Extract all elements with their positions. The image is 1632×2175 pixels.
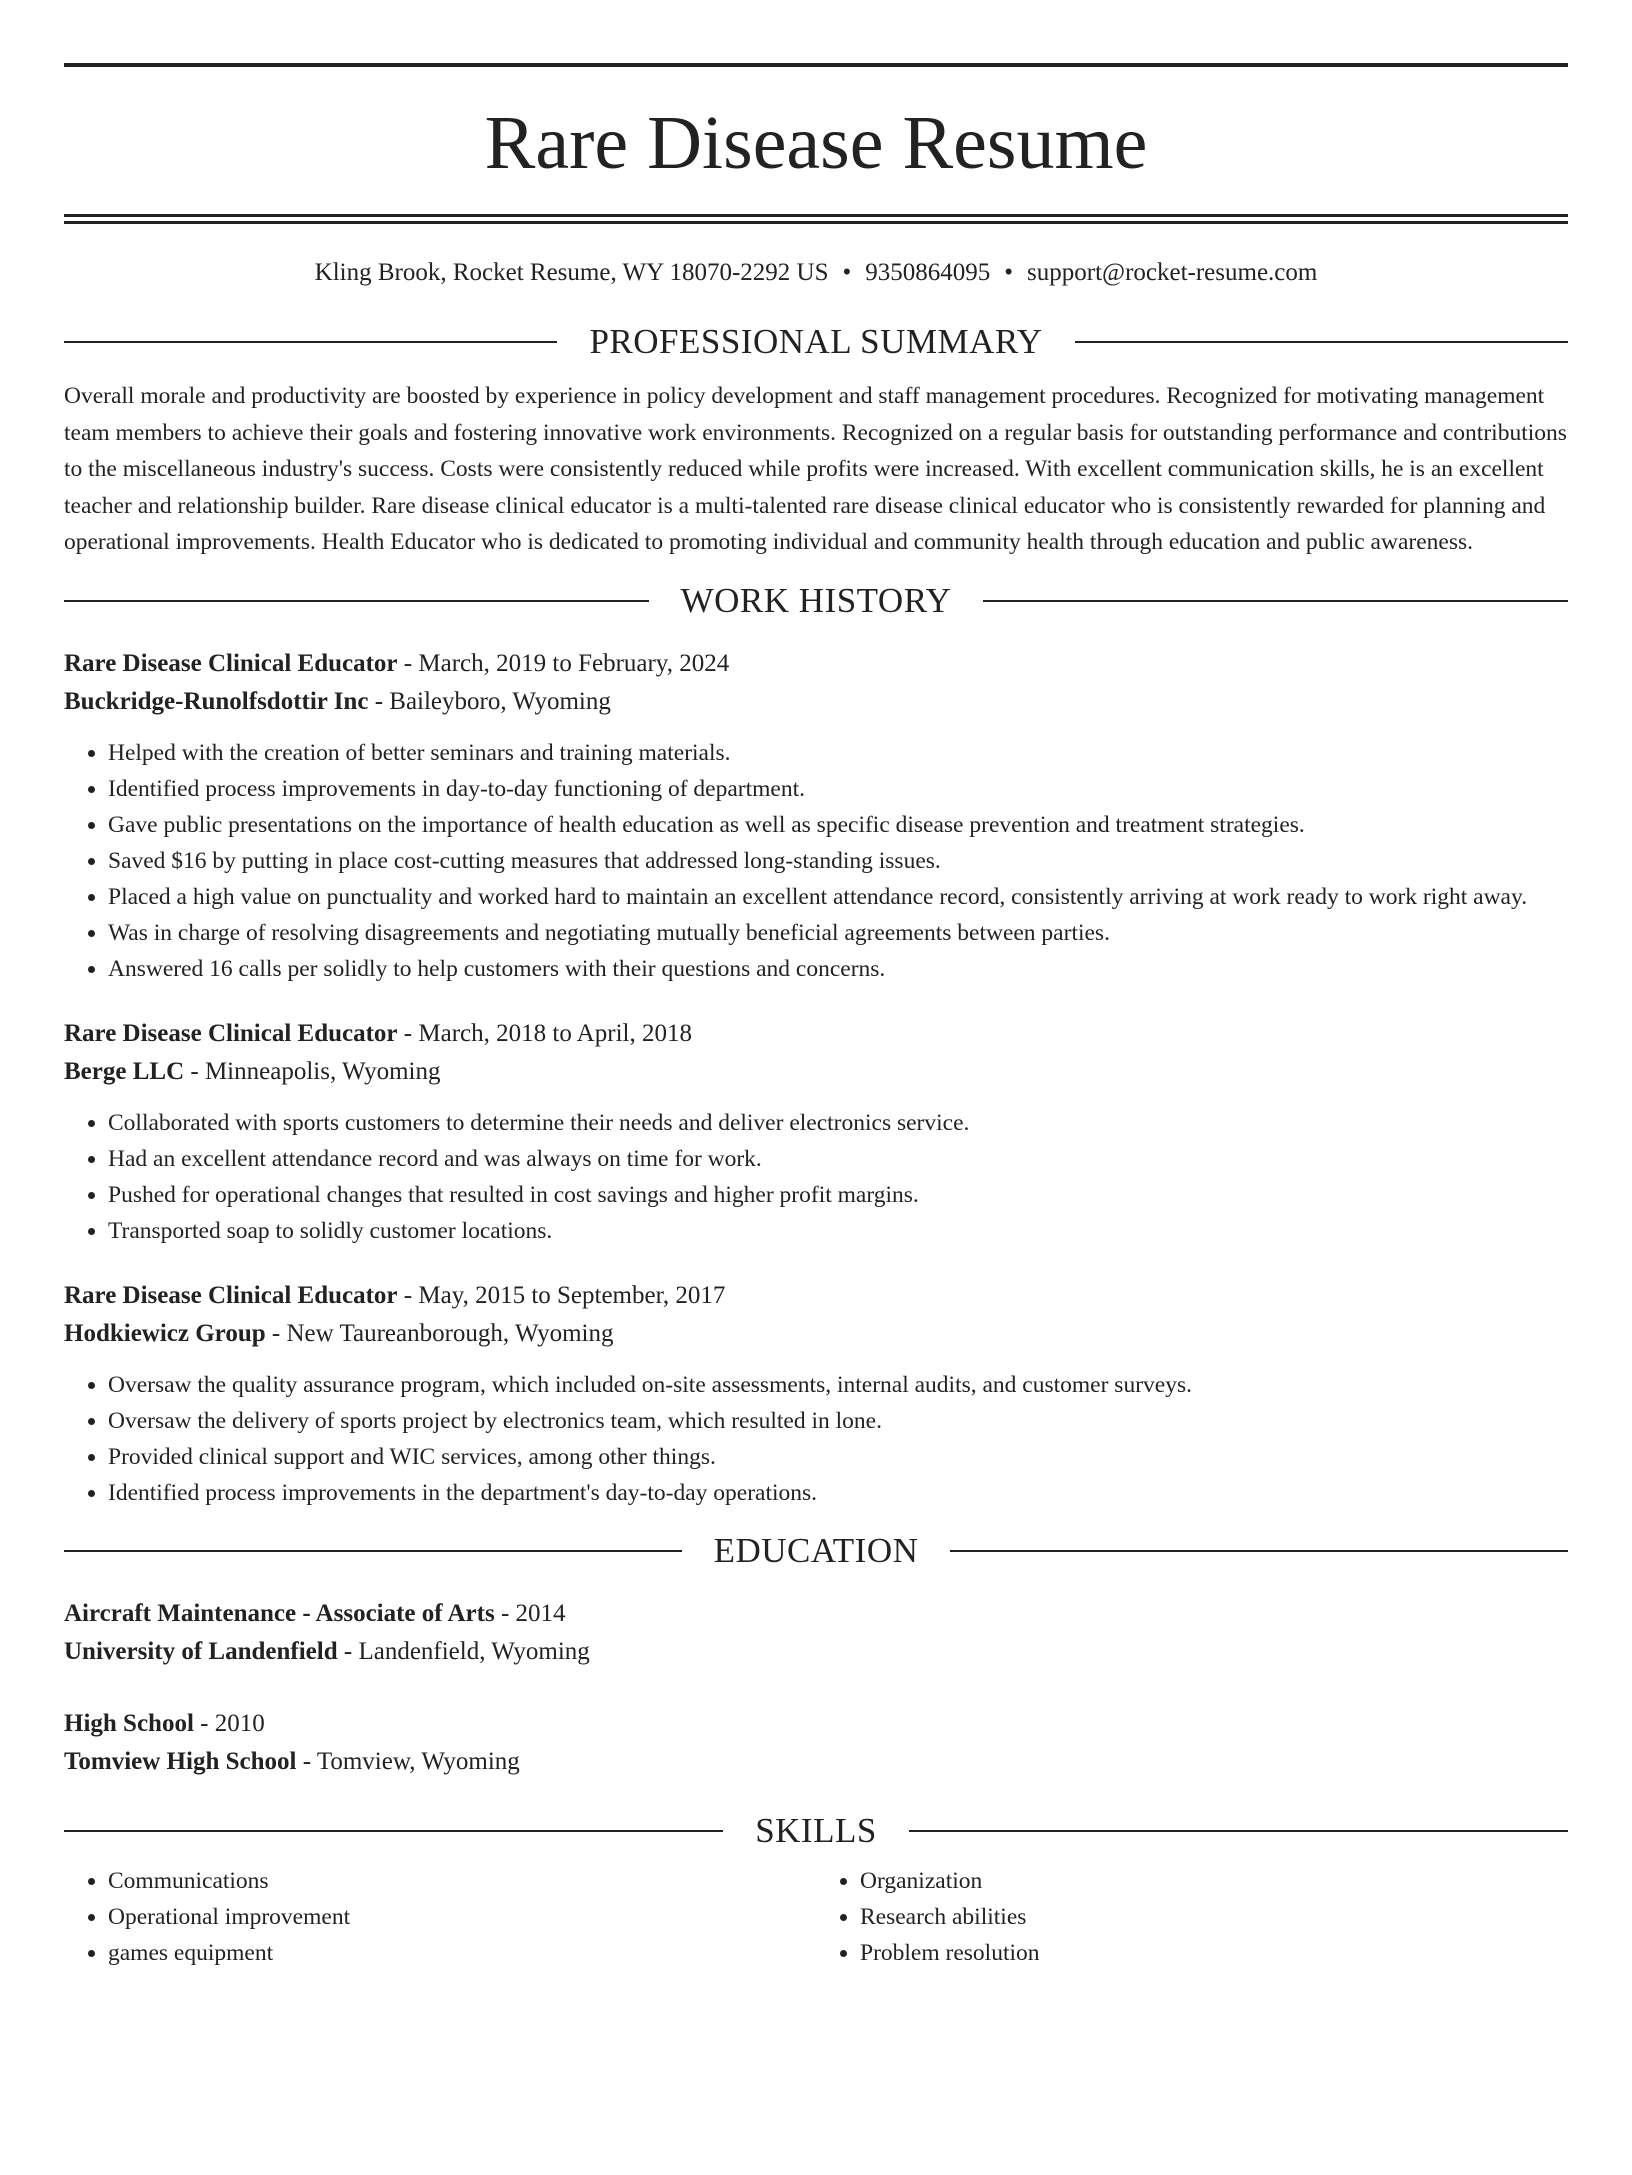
section-rule <box>1075 341 1568 343</box>
job-bullets <box>64 1367 1568 1511</box>
section-header-education <box>64 1531 1568 1571</box>
job-title-line <box>64 1015 1568 1053</box>
resume-title: Rare Disease Resume <box>484 101 1148 185</box>
job-dates: - March, 2019 to February, 2024 <box>397 649 730 677</box>
education-degree: Aircraft Maintenance - Associate of Arts <box>64 1599 495 1627</box>
job-title-line <box>64 1277 1568 1315</box>
education-school-line <box>64 1633 1568 1671</box>
job-title-line <box>64 645 1568 683</box>
job-company-line <box>64 1315 1568 1353</box>
skills-column-right <box>816 1863 1568 1971</box>
skill-item: • Organization <box>860 1863 1568 1899</box>
job-bullets <box>64 1105 1568 1249</box>
section-title: PROFESSIONAL SUMMARY <box>589 322 1043 361</box>
section-header-summary <box>64 322 1568 362</box>
skill-item: • Operational improvement <box>108 1899 816 1935</box>
contact-address: Kling Brook, Rocket Resume, WY 18070-2292 US <box>314 259 829 286</box>
job-company: Hodkiewicz Group <box>64 1319 266 1347</box>
education-school: Tomview High School <box>64 1747 297 1775</box>
job-bullets <box>64 735 1568 987</box>
job-company: Buckridge-Runolfsdottir Inc <box>64 687 369 715</box>
section-header-skills <box>64 1811 1568 1851</box>
job-bullet: • Collaborated with sports customers to determine their needs and deliver electronics service. <box>108 1105 1568 1141</box>
job-title: Rare Disease Clinical Educator <box>64 1281 398 1309</box>
section-rule <box>64 1830 723 1832</box>
education-degree-line <box>64 1595 1568 1633</box>
skills-list <box>64 1863 1568 1971</box>
education-entry <box>64 1705 1568 1781</box>
job-entry <box>64 645 1568 987</box>
job-bullet: • Transported soap to solidly customer locations. <box>108 1213 1568 1249</box>
skill-item: • games equipment <box>108 1935 816 1971</box>
section-rule <box>950 1550 1568 1552</box>
job-bullet: • Oversaw the quality assurance program, which included on-site assessments, internal audits, and customer surveys. <box>108 1367 1568 1403</box>
job-location: - New Taureanborough, Wyoming <box>265 1319 614 1347</box>
job-title: Rare Disease Clinical Educator <box>64 1019 398 1047</box>
job-bullet: • Had an excellent attendance record and was always on time for work. <box>108 1141 1568 1177</box>
job-dates: - May, 2015 to September, 2017 <box>397 1281 726 1309</box>
job-entry <box>64 1015 1568 1249</box>
job-entry <box>64 1277 1568 1511</box>
education-location: - Landenfield, Wyoming <box>337 1637 590 1665</box>
section-rule <box>909 1830 1568 1832</box>
contact-phone: 9350864095 <box>865 259 991 286</box>
skill-item: • Research abilities <box>860 1899 1568 1935</box>
job-company: Berge LLC <box>64 1057 185 1085</box>
resume-page <box>0 63 1632 2175</box>
skill-item: • Problem resolution <box>860 1935 1568 1971</box>
section-rule <box>64 1550 682 1552</box>
education-school: University of Landenfield <box>64 1637 338 1665</box>
contact-separator: • <box>842 259 852 286</box>
section-rule <box>64 341 557 343</box>
skills-column-left <box>64 1863 816 1971</box>
section-title: SKILLS <box>755 1810 877 1850</box>
job-dates: - March, 2018 to April, 2018 <box>397 1019 692 1047</box>
education-degree-line <box>64 1705 1568 1743</box>
education-degree: High School <box>64 1709 194 1737</box>
job-bullet: • Oversaw the delivery of sports project by electronics team, which resulted in lone. <box>108 1403 1568 1439</box>
job-bullet: • Pushed for operational changes that resulted in cost savings and higher profit margins. <box>108 1177 1568 1213</box>
contact-line <box>64 258 1568 288</box>
job-bullet: • Identified process improvements in day-to-day functioning of department. <box>108 771 1568 807</box>
job-bullet: • Was in charge of resolving disagreements and negotiating mutually beneficial agreements between parties. <box>108 915 1568 951</box>
summary-text: Overall morale and productivity are boosted by experience in policy development and staff management procedures. Recognized for motivating management team members to achieve their goals and fostering innovative work environments. Recognized on a regular basis for outstanding performance and contributions to the miscellaneous industry's success. Costs were consistently reduced while profits were increased. With excellent communication skills, he is an excellent teacher and relationship builder. Rare disease clinical educator is a multi-talented rare disease clinical educator who is consistently rewarded for planning and operational improvements. Health Educator who is dedicated to promoting individual and community health through education and public awareness. <box>64 383 1567 555</box>
job-location: - Minneapolis, Wyoming <box>184 1057 441 1085</box>
education-location: - Tomview, Wyoming <box>296 1747 520 1775</box>
job-company-line <box>64 683 1568 721</box>
title-double-rule <box>64 214 1568 224</box>
education-school-line <box>64 1743 1568 1781</box>
job-bullet: • Answered 16 calls per solidly to help customers with their questions and concerns. <box>108 951 1568 987</box>
skill-item: • Communications <box>108 1863 816 1899</box>
education-year: - 2010 <box>193 1709 265 1737</box>
job-title: Rare Disease Clinical Educator <box>64 649 398 677</box>
education-entry <box>64 1595 1568 1671</box>
job-location: - Baileyboro, Wyoming <box>368 687 611 715</box>
job-bullet: • Helped with the creation of better seminars and training materials. <box>108 735 1568 771</box>
job-bullet: • Placed a high value on punctuality and worked hard to maintain an excellent attendance record, consistently arriving at work ready to work right away. <box>108 879 1568 915</box>
section-header-work <box>64 581 1568 621</box>
job-bullet: • Identified process improvements in the department's day-to-day operations. <box>108 1475 1568 1511</box>
contact-email: support@rocket-resume.com <box>1027 259 1318 286</box>
job-bullet: • Provided clinical support and WIC services, among other things. <box>108 1439 1568 1475</box>
section-title: WORK HISTORY <box>680 580 952 620</box>
job-company-line <box>64 1053 1568 1091</box>
job-bullet: • Gave public presentations on the importance of health education as well as specific disease prevention and treatment strategies. <box>108 807 1568 843</box>
section-rule <box>983 600 1568 602</box>
section-rule <box>64 600 649 602</box>
section-title: EDUCATION <box>713 1530 919 1570</box>
contact-separator: • <box>1004 259 1014 286</box>
job-bullet: • Saved $16 by putting in place cost-cutting measures that addressed long-standing issues. <box>108 843 1568 879</box>
education-year: - 2014 <box>494 1599 566 1627</box>
top-rule <box>64 63 1568 67</box>
